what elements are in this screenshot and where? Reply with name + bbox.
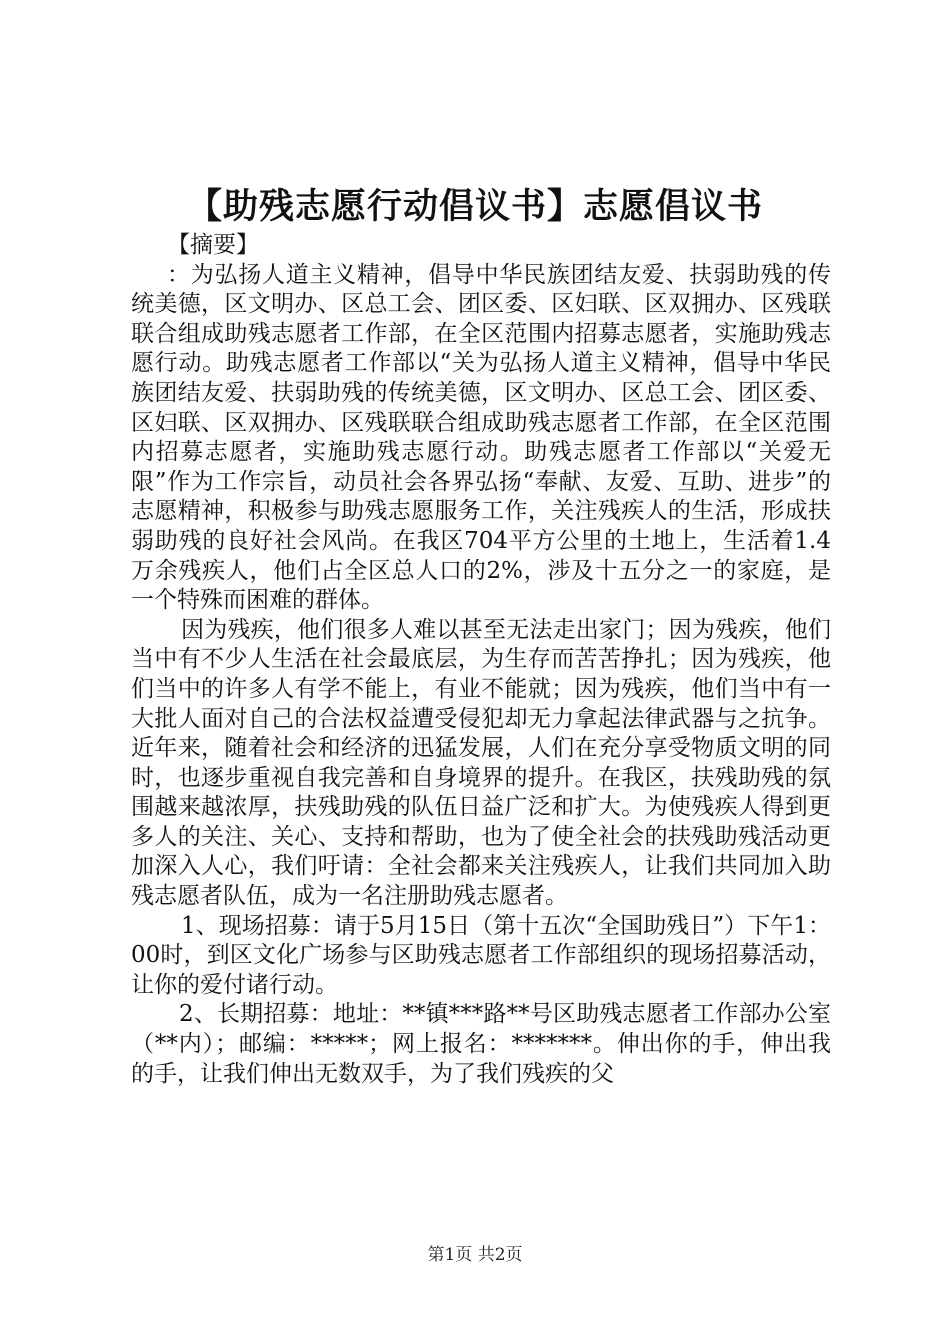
document-title: 【助残志愿行动倡议书】志愿倡议书 — [186, 186, 763, 227]
page-footer: 第1页 共2页 — [427, 1245, 523, 1265]
abstract-label: 【摘要】 — [167, 232, 259, 258]
paragraph-onsite-recruitment: 1、现场招募：请于5月15日（第十五次“全国助残日”）下午1：00时，到区文化广场参与区助残志愿者工作部组织的现场招募活动，让你的爱付诸行动。 — [131, 912, 831, 998]
paragraph-disability: 因为残疾，他们很多人难以甚至无法走出家门；因为残疾，他们当中有不少人生活在社会最底层，为生存而苦苦挣扎；因为残疾，他们当中的许多人有学不能上，有业不能就；因为残疾，他们当中有一大批人面对自己的合法权益遭受侵犯却无力拿起法律武器与之抗争。近年来，随着社会和经济的迅猛发展，人们在充分享受物质文明的同时，也逐步重视自我完善和自身境界的提升。在我区，扶残助残的氛围越来越浓厚，扶残助残的队伍日益广泛和扩大。为使残疾人得到更多人的关注、关心、支持和帮助，也为了使全社会的扶残助残活动更加深入人心，我们吁请：全社会都来关注残疾人，让我们共同加入助残志愿者队伍，成为一名注册助残志愿者。 — [131, 616, 831, 910]
paragraph-intro: ：为弘扬人道主义精神，倡导中华民族团结友爱、扶弱助残的传统美德，区文明办、区总工会、团区委、区妇联、区双拥办、区残联联合组成助残志愿者工作部，在全区范围内招募志愿者，实施助残志愿行动。助残志愿者工作部以“关为弘扬人道主义精神，倡导中华民族团结友爱、扶弱助残的传统美德，区文明办、区总工会、团区委、区妇联、区双拥办、区残联联合组成助残志愿者工作部，在全区范围内招募志愿者，实施助残志愿行动。助残志愿者工作部以“关爱无限”作为工作宗旨，动员社会各界弘扬“奉献、友爱、互助、进步”的志愿精神，积极参与助残志愿服务工作，关注残疾人的生活，形成扶弱助残的良好社会风尚。在我区704平方公里的土地上，生活着1.4万余残疾人，他们占全区总人口的2%，涉及十五分之一的家庭，是一个特殊而困难的群体。 — [131, 261, 831, 614]
document-body — [131, 231, 831, 1089]
paragraph-longterm-recruitment: 2、长期招募：地址：**镇***路**号区助残志愿者工作部办公室（**内）；邮编：*****；网上报名：*******。伸出你的手，伸出我的手，让我们伸出无数双手，为了我们残疾的父 — [131, 1001, 831, 1087]
